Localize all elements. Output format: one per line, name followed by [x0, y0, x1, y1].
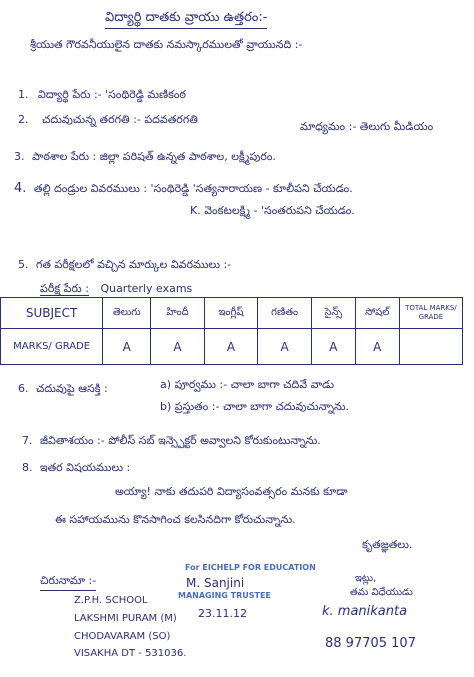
letter-thanks: కృతజ్ఞతలు.	[362, 538, 413, 551]
field-value: పోలీస్ సబ్ ఇన్స్పెక్టర్ అవ్వాలని కోరుకుంటున్నాను.	[108, 434, 321, 447]
interest-present-label: b) ప్రస్తుతం :-	[160, 400, 220, 413]
field-number: 1.	[18, 88, 29, 101]
interest-past-value: చాలా బాగా చదివే వాడు	[230, 378, 335, 391]
student-signature: k. manikanta	[322, 604, 408, 619]
field-medium	[300, 120, 433, 136]
field-interest	[18, 382, 108, 398]
stamp-title: MANAGING TRUSTEE	[178, 591, 271, 600]
field-other	[22, 461, 130, 477]
field-value: 'సంథిరెడ్డి మణికంఠ	[105, 88, 186, 101]
exam-label: పరీక్ష పేరు :	[40, 282, 89, 295]
table-header-cell: హిందీ	[151, 298, 204, 329]
field-school	[14, 150, 276, 166]
table-row-label: MARKS/ GRADE	[1, 329, 103, 365]
field-number: 4.	[14, 181, 27, 196]
field-label: చదువుపై ఆసక్తి :	[36, 382, 108, 395]
letter-body-line-2: ఈ సహాయమును కొనసాగించ కలసినదిగా కోరుచున్నాను.	[55, 513, 296, 526]
table-cell: A	[258, 329, 312, 365]
field-number: 8.	[22, 461, 33, 474]
table-cell: A	[311, 329, 355, 365]
field-label: పాఠశాల పేరు :	[32, 150, 97, 163]
field-number: 7.	[22, 434, 33, 447]
stamp-date: 23.11.12	[198, 607, 247, 620]
field-label: చదువుచున్న తరగతి :-	[42, 113, 141, 126]
address-line: CHODAVARAM (SO)	[74, 631, 171, 642]
table-header-row	[1, 298, 463, 329]
address-line: LAKSHMI PURAM (M)	[74, 613, 177, 624]
table-row	[1, 329, 463, 365]
address-line: Z.P.H. SCHOOL	[74, 595, 148, 606]
field-value: తెలుగు మీడియం	[359, 120, 434, 133]
field-number: 3.	[14, 150, 25, 163]
field-label: మాధ్యమం :-	[300, 120, 357, 133]
interest-past	[160, 378, 334, 394]
field-label: జీవితాశయం :-	[40, 434, 105, 447]
exam-name	[40, 282, 192, 298]
interest-present	[160, 400, 349, 416]
address-label: చిరునామా :-	[40, 574, 96, 591]
field-number: 6.	[18, 382, 29, 395]
table-header-cell: SUBJECT	[1, 298, 103, 329]
exam-value: Quarterly exams	[100, 282, 193, 295]
interest-present-value: చాలా బాగా చదువుచున్నాను.	[222, 400, 350, 413]
stamp-org: For EICHELP FOR EDUCATION	[185, 563, 316, 572]
letter-body-line-1: అయ్యా! నాకు తదుపరి విద్యాసంవత్సరం మనకు కూడా	[115, 485, 348, 498]
closing-obedient: తమ విధేయుడు	[350, 587, 413, 598]
field-parents	[14, 181, 353, 198]
letter-title: విద్యార్థి దాతకు వ్రాయు ఉత్తరం:-	[105, 10, 267, 29]
interest-past-label: a) పూర్వము :-	[160, 378, 228, 391]
table-header-cell: ఇంగ్లీష్	[204, 298, 258, 329]
field-marks-heading	[18, 258, 231, 274]
table-header-cell: సైన్స్	[311, 298, 355, 329]
field-number: 2.	[18, 113, 29, 126]
field-goal	[22, 434, 321, 450]
field-number: 5.	[18, 258, 29, 271]
table-header-cell: తెలుగు	[103, 298, 151, 329]
salutation: శ్రీయుత గౌరవనీయులైన దాతకు నమస్కారములతో వ్రాయునది :-	[30, 38, 303, 51]
marks-table	[0, 297, 463, 365]
table-header-cell: గణితం	[258, 298, 312, 329]
field-label: ఇతర విషయములు :	[40, 461, 131, 474]
table-cell: A	[151, 329, 204, 365]
field-value: జిల్లా పరిషత్ ఉన్నత పాఠశాల, లక్ష్మీపురం.	[99, 150, 276, 163]
table-cell	[399, 329, 462, 365]
field-value: పదవతరగతి	[144, 113, 198, 126]
table-header-cell: TOTAL MARKS/ GRADE	[399, 298, 462, 329]
table-cell: A	[355, 329, 399, 365]
address-line: VISAKHA DT - 531036.	[74, 648, 187, 659]
closing-yours: ఇట్లు,	[355, 573, 377, 584]
table-cell: A	[204, 329, 258, 365]
field-student-name	[18, 88, 186, 104]
field-label: విద్యార్థి పేరు :-	[38, 88, 102, 101]
table-header-cell: సోషల్	[355, 298, 399, 329]
field-label: తల్లి దండ్రుల వివరములు :	[33, 182, 148, 195]
field-class	[18, 113, 198, 129]
field-label: గత పరీక్షలలో వచ్చిన మార్కుల వివరములు :-	[36, 258, 232, 271]
field-parents-mother: K. వెంకటలక్ష్మి - 'సంతరుపని చేయడం.	[190, 204, 355, 217]
stamp-signature: M. Sanjini	[186, 576, 245, 590]
field-value: 'సంథిరెడ్డి 'సత్యనారాయణ - కూలీపని చేయడం.	[150, 182, 353, 195]
phone-number: 88 97705 107	[325, 636, 416, 651]
table-cell: A	[103, 329, 151, 365]
